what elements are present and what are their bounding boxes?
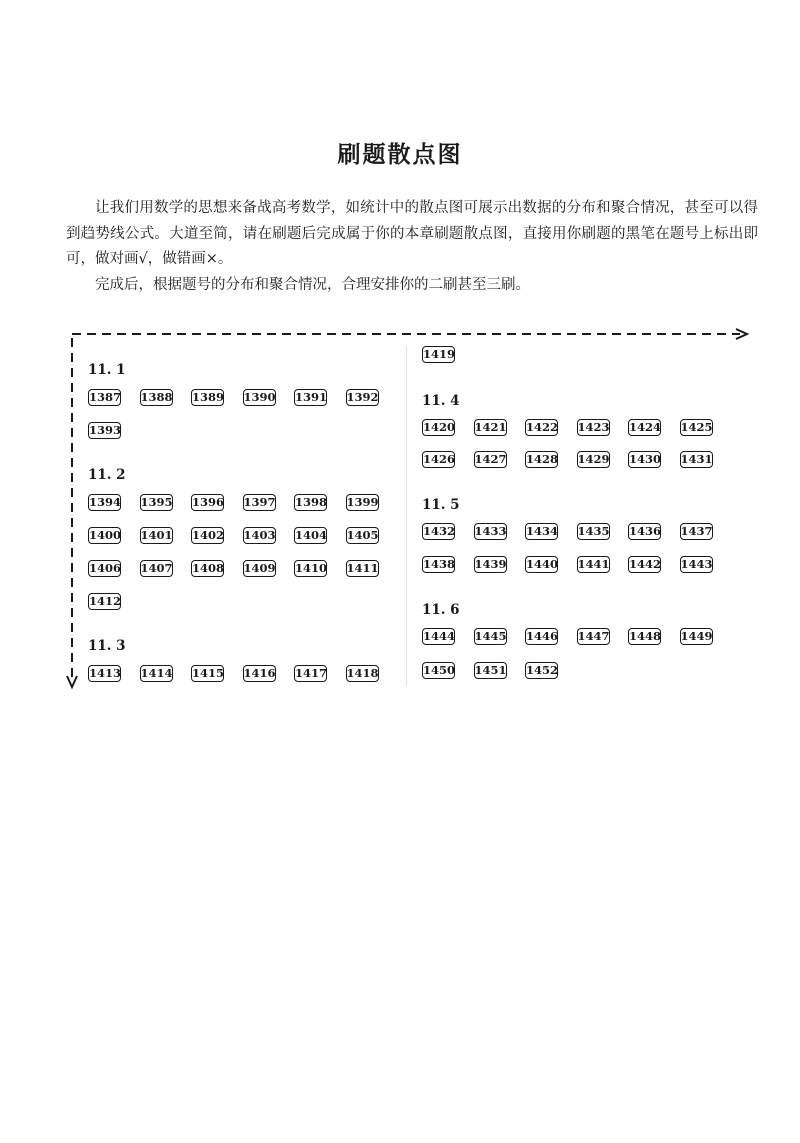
question-number-box[interactable]: 1399 [346, 495, 379, 509]
question-number-box[interactable]: 1435 [577, 524, 610, 538]
question-row [422, 628, 713, 645]
question-number-box[interactable]: 1445 [474, 629, 507, 643]
intro-text [66, 196, 758, 298]
question-number-box[interactable]: 1421 [474, 420, 507, 434]
question-number-box[interactable]: 1423 [577, 420, 610, 434]
question-number-box[interactable]: 1401 [140, 528, 173, 542]
question-number-box[interactable]: 1406 [89, 561, 122, 575]
question-number-box[interactable]: 1429 [577, 452, 610, 466]
question-number-box[interactable]: 1431 [680, 452, 713, 466]
question-number-box[interactable]: 1425 [680, 420, 713, 434]
question-number-box[interactable]: 1427 [474, 452, 507, 466]
question-number-box[interactable]: 1413 [89, 666, 122, 680]
question-number-box[interactable]: 1394 [89, 495, 122, 509]
question-number-box[interactable]: 1449 [680, 629, 713, 643]
question-number-box[interactable]: 1440 [526, 557, 559, 571]
question-number-box[interactable]: 1451 [474, 663, 507, 677]
question-number-box[interactable]: 1387 [89, 390, 122, 404]
intro-paragraph-2: 完成后，根据题号的分布和聚合情况，合理安排你的二刷甚至三刷。 [95, 276, 530, 293]
question-row [422, 556, 713, 573]
question-number-box[interactable]: 1405 [346, 528, 379, 542]
question-number-box[interactable]: 1439 [474, 557, 507, 571]
question-row [88, 593, 121, 610]
question-number-box[interactable]: 1390 [243, 390, 276, 404]
question-number-box[interactable]: 1418 [346, 666, 379, 680]
question-number-box[interactable]: 1426 [423, 452, 456, 466]
section-label: 11. 1 [88, 362, 126, 378]
question-number-box[interactable]: 1438 [423, 557, 456, 571]
question-number-box[interactable]: 1395 [140, 495, 173, 509]
question-number-box[interactable]: 1448 [629, 629, 662, 643]
question-number-box[interactable]: 1446 [526, 629, 559, 643]
question-number-box[interactable]: 1391 [295, 390, 328, 404]
question-number-box[interactable]: 1388 [140, 390, 173, 404]
question-number-box[interactable]: 1450 [423, 663, 456, 677]
question-number-box[interactable]: 1428 [526, 452, 559, 466]
question-number-box[interactable]: 1416 [243, 666, 276, 680]
question-number-box[interactable]: 1397 [243, 495, 276, 509]
question-number-box[interactable]: 1389 [192, 390, 225, 404]
question-number-box[interactable]: 1434 [526, 524, 559, 538]
question-number-box[interactable]: 1441 [577, 557, 610, 571]
question-number-box[interactable]: 1402 [192, 528, 225, 542]
question-number-box[interactable]: 1447 [577, 629, 610, 643]
question-number-box[interactable]: 1400 [89, 528, 122, 542]
question-row [88, 665, 379, 682]
question-number-box[interactable]: 1424 [629, 420, 662, 434]
question-row [422, 523, 713, 540]
question-number-box[interactable]: 1444 [423, 629, 456, 643]
question-row [422, 662, 558, 679]
question-number-box[interactable]: 1437 [680, 524, 713, 538]
question-row [88, 389, 379, 406]
question-number-box[interactable]: 1409 [243, 561, 276, 575]
question-number-box[interactable]: 1411 [346, 561, 379, 575]
question-number-box[interactable]: 1422 [526, 420, 559, 434]
question-number-box[interactable]: 1396 [192, 495, 225, 509]
question-number-box[interactable]: 1443 [680, 557, 713, 571]
question-row [422, 451, 713, 468]
vertical-direction-arrow [66, 338, 78, 690]
question-number-box[interactable]: 1407 [140, 561, 173, 575]
question-number-box[interactable]: 1419 [423, 347, 456, 361]
column-divider [406, 346, 407, 686]
question-number-box[interactable]: 1392 [346, 390, 379, 404]
question-number-box[interactable]: 1415 [192, 666, 225, 680]
question-number-box[interactable]: 1433 [474, 524, 507, 538]
question-row [88, 527, 379, 544]
intro-paragraph-1: 让我们用数学的思想来备战高考数学，如统计中的散点图可展示出数据的分布和聚合情况，甚至可以得到趋势线公式。大道至简，请在刷题后完成属于你的本章刷题散点图，直接用你刷题的黑笔在题号上标出即可，做对画√，做错画×。 [66, 200, 758, 267]
question-number-box[interactable]: 1414 [140, 666, 173, 680]
question-number-box[interactable]: 1412 [89, 594, 122, 608]
question-number-box[interactable]: 1452 [526, 663, 559, 677]
question-number-box[interactable]: 1404 [295, 528, 328, 542]
question-number-box[interactable]: 1403 [243, 528, 276, 542]
question-number-box[interactable]: 1432 [423, 524, 456, 538]
question-row [422, 419, 713, 436]
question-number-box[interactable]: 1436 [629, 524, 662, 538]
section-label: 11. 6 [422, 602, 460, 618]
question-row [88, 560, 379, 577]
section-label: 11. 3 [88, 638, 126, 654]
question-row [422, 346, 455, 363]
question-number-box[interactable]: 1408 [192, 561, 225, 575]
question-number-box[interactable]: 1410 [295, 561, 328, 575]
horizontal-direction-arrow [72, 328, 750, 340]
section-label: 11. 2 [88, 467, 126, 483]
question-row [88, 422, 121, 439]
question-number-box[interactable]: 1430 [629, 452, 662, 466]
page-title: 刷题散点图 [337, 142, 463, 168]
section-label: 11. 5 [422, 497, 460, 513]
question-number-box[interactable]: 1417 [295, 666, 328, 680]
section-label: 11. 4 [422, 393, 460, 409]
question-number-box[interactable]: 1393 [89, 423, 122, 437]
question-number-box[interactable]: 1442 [629, 557, 662, 571]
question-row [88, 494, 379, 511]
question-number-box[interactable]: 1420 [423, 420, 456, 434]
question-number-box[interactable]: 1398 [295, 495, 328, 509]
